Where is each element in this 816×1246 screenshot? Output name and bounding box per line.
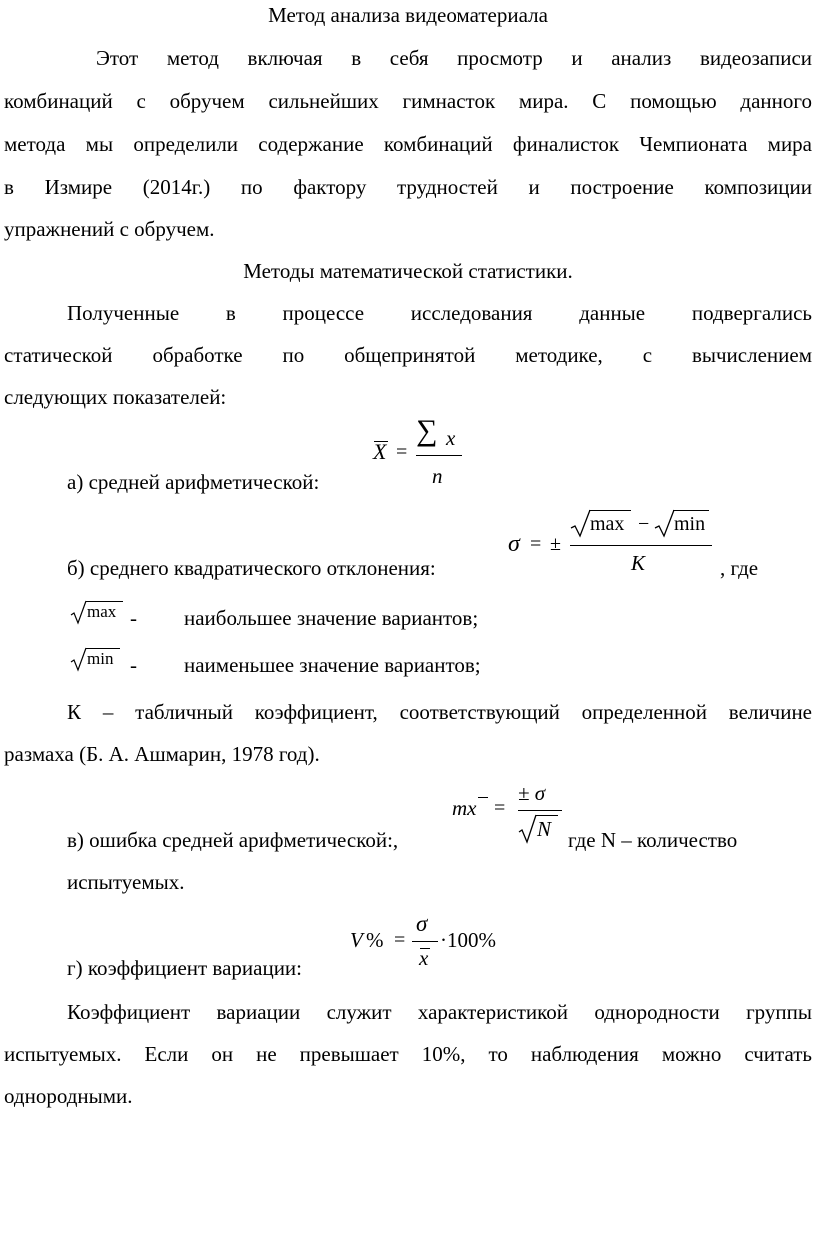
formula-error-den: N [537,817,552,841]
paragraph-line: метода мы определили содержание комбинаций финалисток Чемпионата мира [4,132,812,156]
formula-error-lhs: mx [452,796,477,820]
formula-error-num: ± σ [518,781,546,805]
formula-std-min: min [674,513,706,535]
section-title: Метод анализа видеоматериала [268,3,548,27]
paragraph-line: однородными. [4,1084,133,1108]
formula-b-label: б) среднего квадратического отклонения: [67,556,436,580]
formula-a-label: а) средней арифметической: [67,470,320,494]
formula-std-eq: = [530,533,542,555]
fraction-bar [570,545,712,546]
formula-b-suffix: , где [720,556,759,580]
def-max-text: наибольшее значение вариантов; [184,606,479,630]
formula-error-eq: = [494,797,506,819]
sqrt-icon [518,812,538,844]
fraction-bar [412,941,438,942]
formula-std-max: max [590,513,625,535]
paragraph-line: статической обработке по общепринятой методике, с вычислением [4,343,812,367]
formula-mean-eq: = [396,441,408,463]
sum-symbol: ∑ [416,414,438,447]
sqrt-icon [570,508,592,538]
formula-var-eq: = [394,929,406,951]
formula-var-pct: % [366,928,384,952]
overline [374,441,388,442]
paragraph-line: в Измире (2014г.) по фактору трудностей и построение композиции [4,175,812,199]
paragraph-line: Коэффициент вариации служит характеристикой однородности группы [67,1000,812,1024]
formula-c-suffix: где N – количество [568,828,738,852]
formula-d-label: г) коэффициент вариации: [67,956,302,980]
section-subtitle: Методы математической статистики. [243,259,573,283]
paragraph-line: испытуемых. Если он не превышает 10%, то наблюдения можно считать [4,1042,812,1066]
formula-var-den: x [419,946,429,970]
formula-std-minus: − [638,513,650,535]
sqrt-icon [70,646,88,672]
overline [420,948,430,949]
formula-c-label: в) ошибка средней арифметической:, [67,828,399,852]
def-min-text: наименьшее значение вариантов; [184,653,481,677]
formula-var-lhs: V [350,928,363,952]
overline [478,797,488,798]
sqrt-icon [654,508,676,538]
paragraph-line: Этот метод включая в себя просмотр и анализ видеозаписи [96,46,812,70]
fraction-bar [416,455,462,456]
formula-mean-den: n [432,464,443,488]
paragraph-line: упражнений с обручем. [4,217,215,241]
formula-std-pm: ± [550,533,561,555]
paragraph-line: размаха (Б. А. Ашмарин, 1978 год). [4,742,320,766]
def-min-dash: - [130,653,137,677]
paragraph-line: следующих показателей: [4,385,227,409]
paragraph-line: К – табличный коэффициент, соответствующий определенной величине [67,700,812,724]
formula-c-suffix2: испытуемых. [67,870,185,894]
def-min-symbol: min [87,649,114,668]
formula-mean-num: x [446,426,456,450]
sqrt-icon [70,599,88,625]
fraction-bar [518,810,562,811]
formula-var-times: ·100% [440,928,496,952]
def-max-symbol: max [87,602,117,621]
paragraph-line: комбинаций с обручем сильнейших гимнасток мира. С помощью данного [4,89,812,113]
formula-mean-lhs: X [373,439,387,464]
paragraph-line: Полученные в процессе исследования данные подвергались [67,301,812,325]
formula-std-lhs: σ [508,531,520,557]
formula-var-num: σ [416,911,428,936]
def-max-dash: - [130,606,137,630]
formula-std-den: K [631,551,646,575]
